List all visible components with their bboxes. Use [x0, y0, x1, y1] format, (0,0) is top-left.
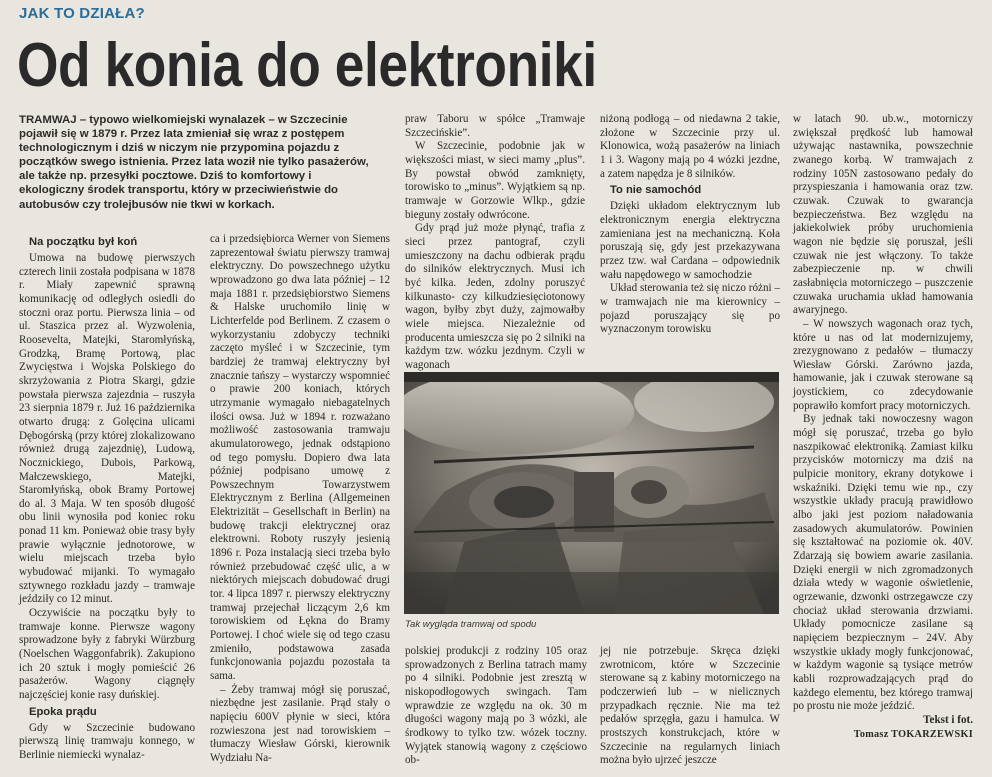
paragraph: Gdy w Szczecinie budowano pierwszą linię tramwaju konnego, w Berlinie niemiecki wynalaz- [19, 721, 195, 761]
article-column-3 [405, 113, 585, 372]
paragraph: niżoną podłogą – od niedawna 2 takie, złożone w Szczecinie przy ul. Klonowica, wożą pasażerów na liniach 1 i 3. Wagony mają po 4 wózki jezdne, a zatem napędza je 8 silników. [600, 113, 780, 180]
paragraph: jej nie potrzebuje. Skręca dzięki zwrotnicom, które w Szczecinie sterowane są z kabiny motorniczego na podczerwień lub – w nielicznych przypadkach ręcznie. Nie ma też pedałów sprzęgła, gazu i hamulca. W prostszych konstrukcjach, które w Szczecinie na regularnych liniach można było ujrzeć jeszcze [600, 645, 780, 767]
tram-undercarriage-photo [404, 372, 779, 614]
paragraph: By jednak taki nowoczesny wagon mógł się poruszać, trzeba go było naszpikować elektroniką. Zamiast kilku przycisków motorniczy ma dziś na pulpicie monitory, ekrany dotykowe i wskaźniki. Dzięki temu wie np., czy wszystkie układy pracują prawidłowo albo jaki jest poziom naładowania zasadowych akumulatorów. Powinien się kształtować na poziomie ok. 40V. Zdarzają się bowiem awarie zasilania. Dzięki energii w nich zgromadzonych działa wtedy w wagonie oświetlenie, ogrzewanie, dzwonki ostrzegawcze czy chociaż układ sterowania drzwiami. Układy pomocnicze zasilane są napięciem bezpiecznym – 24V. Aby wszystkie układy mogły funkcjonować, w każdym wagonie są tysiące metrów kabli rozprowadzających prąd do każdego elementu, bez którego tramwaj po prostu nie może jeździć. [793, 413, 973, 713]
paragraph: – Żeby tramwaj mógł się poruszać, niezbędne jest zasilanie. Prąd stały o napięciu 600V płynie w sieci, która rozwieszona jest nad torowiskiem – tłumaczy Wiesław Górski, kierownik Wydziału Na- [210, 683, 390, 764]
byline-label: Tekst i fot. [923, 713, 973, 726]
article-column-1 [19, 233, 195, 763]
subheading-not-car: To nie samochód [610, 184, 702, 197]
article-headline: Od konia do elektroniki [17, 31, 597, 100]
paragraph: W Szczecinie, podobnie jak w większości miast, w sieci mamy „plus”. By powstał obwód zamknięty, torowisko to „minus”. Wyjątkiem są np. tramwaje w Gorzowie Wlkp., gdzie bieguny zostały odwrócone. [405, 140, 585, 221]
paragraph: polskiej produkcji z rodziny 105 oraz sprowadzonych z Berlina tatrach mamy po 4 silniki. Podobnie jest zresztą w niskopodłogowych swingach. Tam wprawdzie ze względu na ok. 30 m długości wagony mają po 3 wózki, ale środkowy to tylko tzw. wózek toczny. Wyjątek stanowią wagony z częściowo ob- [405, 645, 587, 767]
article-column-7 [600, 645, 780, 768]
byline-author: Tomasz TOKARZEWSKI [853, 728, 973, 740]
article-column-2 [210, 233, 390, 766]
paragraph: ca i przedsiębiorca Werner von Siemens zaprezentował światu pierwszy tramwaj elektryczny. Do powszechnego użytku wprowadzono go dwa lata później – 12 maja 1881 r. przedsiębiorstwo Siemens & Halske uruchomiło linię w Lichterfelde pod Berlinem. Z czasem o wykorzystaniu zdobyczy techniki zaczęto myśleć i w Szczecinie, tym bardziej że tramwaj elektryczny był znacznie tańszy – wystarczy wspomnieć o prawie 200 koniach, których utrzymanie wymagało niebagatelnych ilości owsa. Już w 1894 r. rozważano możliwość zastosowania tramwaju akumulatorowego, jednak odstąpiono od tego pomysłu. Dopiero dwa lata później podpisano umowę z Powszechnym Towarzystwem Elektrycznym z Berlina (Allgemeinen Elektrizität – Gesellschaft in Berlin) na budowę trakcji elektrycznej oraz elektrowni. Roboty ruszyły jesienią 1896 r. Poza instalacją sieci trzeba było również przebudować część ulic, a w niektórych miejscach dobudować drugi tor. 4 lipca 1897 r. pierwszy elektryczny tramwaj przejechał liczącym 2,6 km torowiskiem od Łękna do Bramy Portowej. I choć wiele się od tego czasu zmieniło, podstawowa zasada funkcjonowania pojazdu pozostała ta sama. [210, 233, 390, 682]
paragraph: Dzięki układom elektrycznym lub elektronicznym energia elektryczna zamieniana jest na mechaniczną. Koła poruszają się, gdy jest przekazywana przez tzw. wał Cardana – odpowiednik wału napędowego w samochodzie [600, 200, 780, 281]
subheading-electricity: Epoka prądu [29, 705, 97, 718]
subheading-horse: Na początku był koń [29, 236, 138, 248]
article-column-4 [600, 113, 780, 337]
section-kicker: JAK TO DZIAŁA? [19, 5, 145, 22]
photo-caption: Tak wygląda tramwaj od spodu [405, 619, 537, 630]
paragraph: Układ sterowania też się niczo różni – w tramwajach nie ma kierownicy – pojazd poruszający się po wyznaczonym torowisku [600, 282, 780, 336]
paragraph: w latach 90. ub.w., motorniczy zwiększał prędkość lub hamował używając nastawnika, powszechnie zwanego korbą. W tramwajach z rodziny 105N zastosowano pedały do przyspieszania i hamowania oraz tzw. czuwak. Czuwak to gwarancja bezpieczeństwa. Bez względu na jakiekolwiek próby uruchomienia wagon nie będzie się poruszał, jeśli czuwak nie jest włączony. To także zabezpieczenie np. w chwili zasłabnięcia motorniczego – puszczenie czuwaka uruchamia układ hamowania awaryjnego. [793, 113, 973, 317]
article-column-6 [405, 645, 587, 768]
byline [793, 714, 973, 741]
paragraph: Umowa na budowę pierwszych czterech linii została podpisana w 1878 r. Miały zapewnić sprawną komunikację od odległych osiedli do stoczni oraz portu. Pierwsza linia – od ul. Staszica przez al. Wyzwolenia, Roosevelta, Matejki, Staromłyńską, Grodzką, Bramę Portową, plac Zwycięstwa i Wojska Polskiego do skrzyżowania z Piotra Skargi, gdzie powstała pierwsza zajezdnia – ruszyła 23 sierpnia 1879 r. Już 16 października otwarto drugą: z Golęcina ulicami Dębogórską (przy której zlokalizowano również drugą zajezdnię), Ludową, Nocznickiego, Dubois, Parkową, Małczewskiego, Matejki, Staromłyńską, obok Bramy Portowej do al. 3 Maja. W ten sposób długość obu linii wynosiła pod koniec roku ponad 11 km. Ponieważ obie trasy były prawie wyłącznie jednotorowe, w wielu miejscach trzeba było wybudować mijanki. To wymagało sztywnego rozkładu jazdy – tramwaje jeździły co 12 minut. [19, 252, 195, 606]
paragraph: – W nowszych wagonach oraz tych, które u nas od lat modernizujemy, zrezygnowano z pedałów – tłumaczy Wiesław Górski. Zarówno jazda, hamowanie, jak i czuwak sterowane są joystickiem, co zdecydowanie poprawiło komfort pracy motorniczych. [793, 317, 973, 412]
article-lead: TRAMWAJ – typowo wielkomiejski wynalazek – w Szczecinie pojawił się w 1879 r. Przez lata zmieniał się wraz z postępem technologicznym i dziś w niczym nie przypomina pojazdu z początków swego istnienia. Przez lata woził nie tylko pasażerów, ale także np. przesyłki pocztowe. Dziś to komfortowy i ekologiczny środek transportu, który w przeciwieństwie do autobusów czy trolejbusów nie tkwi w korkach. [19, 114, 369, 211]
paragraph: Gdy prąd już może płynąć, trafia z sieci przez pantograf, czyli umieszczony na dachu odbierak prądu do silników elektrycznych. Musi ich być kilka. Jeden, zdolny poruszyć kilkunasto- czy kilkudziesięciotonowy wagon, byłby zbyt duży, zajmowałby wiele miejsca. Niezależnie od producenta umieszcza się po 2 silniki na każdym tzw. wózku jezdnym. Czyli w wagonach [405, 222, 585, 371]
paragraph: praw Taboru w spółce „Tramwaje Szczecińskie”. [405, 113, 585, 139]
photo-illustration [404, 372, 779, 614]
article-column-5 [793, 113, 973, 741]
paragraph: Oczywiście na początku były to tramwaje konne. Pierwsze wagony sprowadzone były z fabryki Würzburg (Noelschen Waggonfabrik). Zakupiono ich 20 sztuk i mogły pomieścić 26 pasażerów. Wagony ciągnęły najczęściej konie rasy duńskiej. [19, 607, 195, 701]
